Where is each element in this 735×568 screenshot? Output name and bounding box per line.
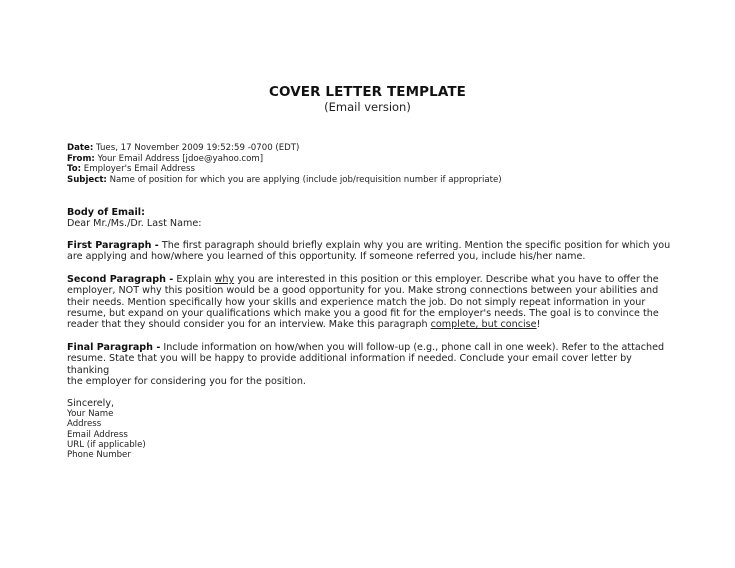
to-line — [67, 164, 502, 175]
second-paragraph-line: resume, but expand on your qualifications which make you a good fit for the employer's needs. The goal is to convince the — [67, 307, 659, 319]
second-paragraph-line: their needs. Mention specifically how your skills and experience match the job. Do not simply repeat information in your — [67, 296, 646, 308]
final-paragraph-text: Include information on how/when you will follow-up (e.g., phone call in one week). Refer to the attached — [163, 342, 665, 353]
emphasis-complete-concise: complete, but concise — [430, 319, 537, 331]
signature-email: Email Address — [67, 429, 128, 440]
document-subtitle: (Email version) — [324, 100, 411, 114]
email-headers — [67, 143, 502, 185]
second-paragraph-lead: Explain — [176, 274, 212, 285]
final-paragraph-line — [67, 342, 677, 353]
signature-address: Address — [67, 419, 102, 430]
signature-name: Your Name — [67, 409, 114, 419]
date-label: Date: — [67, 143, 94, 153]
second-paragraph-line — [67, 319, 677, 330]
final-paragraph-line: resume. State that you will be happy to provide additional information if needed. Conclude your email cover letter by thanking — [67, 353, 632, 376]
salutation: Dear Mr./Ms./Dr. Last Name: — [67, 218, 202, 229]
from-line — [67, 154, 502, 165]
emphasis-why: why — [214, 274, 235, 285]
first-paragraph-label: First Paragraph - — [67, 240, 159, 251]
from-value: Your Email Address [jdoe@yahoo.com] — [97, 153, 264, 164]
second-paragraph-text: reader that they should consider you for an interview. Make this paragraph — [67, 319, 428, 331]
final-paragraph — [67, 342, 677, 387]
date-value: Tues, 17 November 2009 19:52:59 -0700 (EDT) — [96, 143, 300, 153]
subject-line — [67, 175, 502, 186]
signature-block — [67, 409, 146, 460]
signature-url: URL (if applicable) — [67, 439, 146, 450]
second-paragraph-label: Second Paragraph - — [67, 274, 174, 285]
signature-phone: Phone Number — [67, 450, 131, 461]
document-title: COVER LETTER TEMPLATE — [269, 84, 466, 100]
body-label: Body of Email: — [67, 207, 145, 218]
final-paragraph-line: the employer for considering you for the position. — [67, 375, 306, 387]
date-line — [67, 143, 502, 154]
closing-sincerely: Sincerely, — [67, 398, 115, 409]
subject-label: Subject: — [67, 174, 107, 185]
to-label: To: — [67, 164, 82, 174]
exclamation: ! — [536, 319, 541, 331]
first-paragraph-line — [67, 240, 677, 251]
second-paragraph-text: you are interested in this position or this employer. Describe what you have to offer the — [237, 274, 659, 285]
subject-value: Name of position for which you are applying (include job/requisition number if appropriate) — [109, 174, 502, 185]
first-paragraph — [67, 240, 677, 263]
from-label: From: — [67, 153, 95, 164]
second-paragraph-line: employer, NOT why this position would be a good opportunity for you. Make strong connections between your abilities and — [67, 285, 659, 297]
first-paragraph-text: The first paragraph should briefly explain why you are writing. Mention the specific position for which you — [161, 240, 671, 251]
final-paragraph-label: Final Paragraph - — [67, 342, 161, 353]
first-paragraph-line: are applying and how/where you learned of this opportunity. If someone referred you, include his/her name. — [67, 251, 586, 263]
to-value: Employer's Email Address — [83, 164, 195, 174]
second-paragraph — [67, 274, 677, 330]
second-paragraph-line — [67, 274, 677, 285]
